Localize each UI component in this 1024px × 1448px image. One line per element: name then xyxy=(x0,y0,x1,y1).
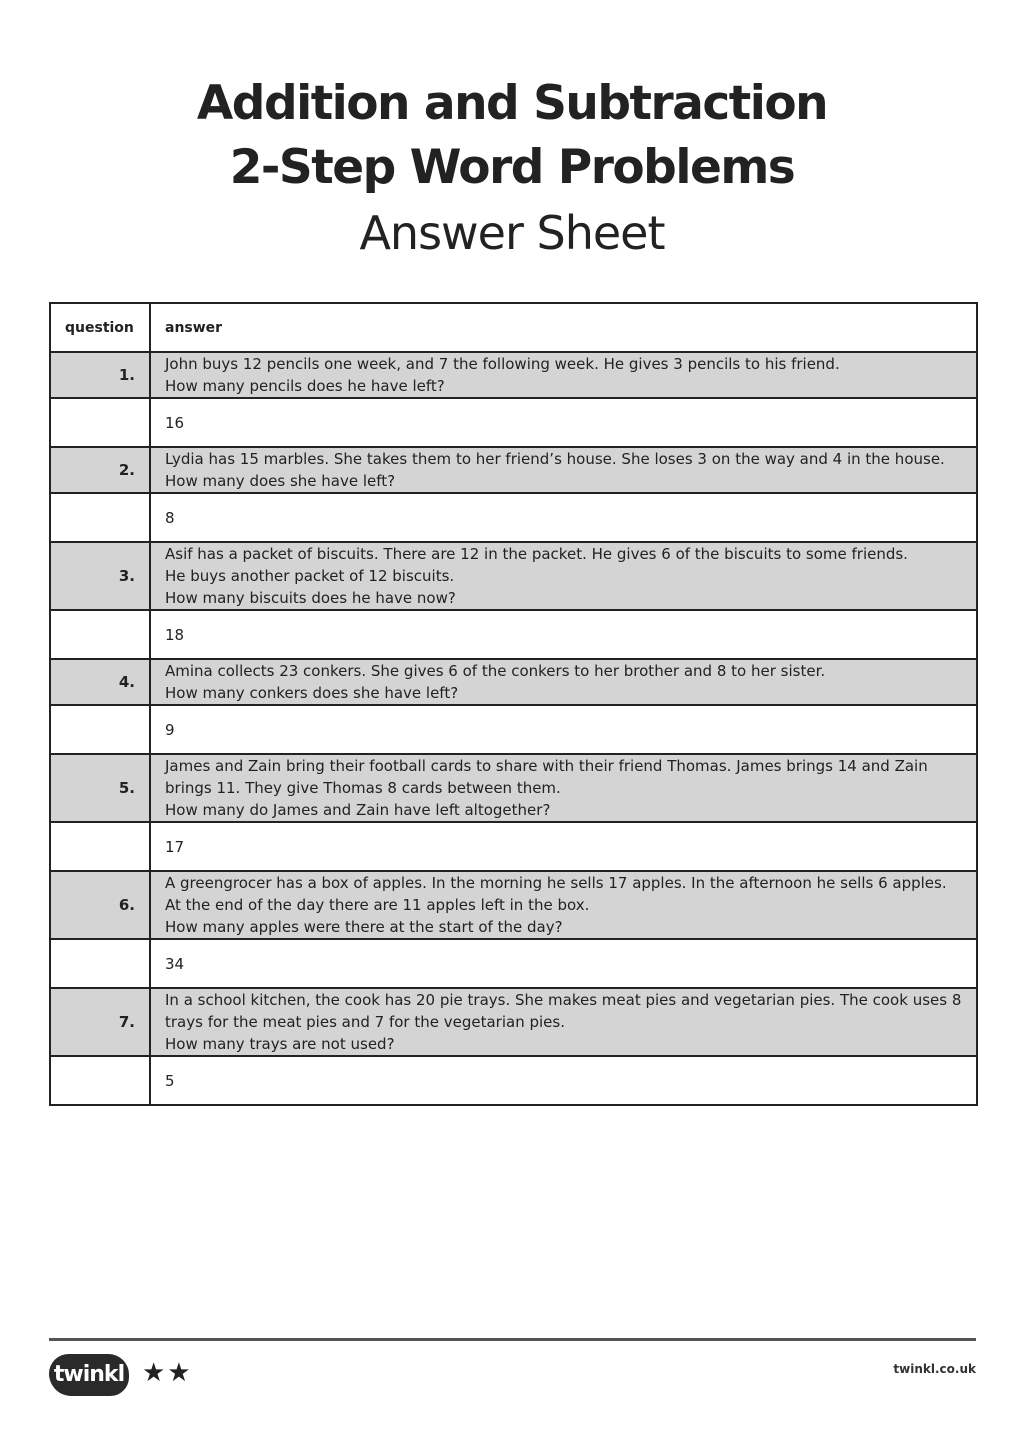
answer-number-cell xyxy=(50,398,150,447)
question-text-line: Lydia has 15 marbles. She takes them to her friend’s house. She loses 3 on the way and 4 in the house. xyxy=(165,450,945,468)
answer-row xyxy=(50,939,977,988)
question-text-line: John buys 12 pencils one week, and 7 the following week. He gives 3 pencils to his friend. xyxy=(165,355,840,373)
page-subtitle: Answer Sheet xyxy=(359,206,665,260)
question-text-line: How many do James and Zain have left altogether? xyxy=(165,801,551,819)
answer-row xyxy=(50,822,977,871)
question-text-line: How many conkers does she have left? xyxy=(165,684,459,702)
question-text-line: James and Zain bring their football cards to share with their friend Thomas. James brings 14 and Zain xyxy=(165,757,928,775)
table-header-row xyxy=(50,303,977,352)
question-text xyxy=(150,542,977,610)
question-text xyxy=(150,352,977,398)
question-number: 6. xyxy=(50,871,150,939)
question-text-line: A greengrocer has a box of apples. In the morning he sells 17 apples. In the afternoon he sells 6 apples. xyxy=(165,874,947,892)
answer-value: 16 xyxy=(150,398,977,447)
question-row xyxy=(50,988,977,1056)
answer-row xyxy=(50,398,977,447)
question-text-line: How many biscuits does he have now? xyxy=(165,589,456,607)
column-header-question: question xyxy=(50,303,150,352)
question-text-line: How many pencils does he have left? xyxy=(165,377,445,395)
question-row xyxy=(50,447,977,493)
question-row xyxy=(50,352,977,398)
question-text-line: At the end of the day there are 11 apples left in the box. xyxy=(165,896,590,914)
answer-number-cell xyxy=(50,610,150,659)
difficulty-stars-icon: ★★ xyxy=(142,1358,193,1388)
page-title-line-2: 2-Step Word Problems xyxy=(229,140,795,195)
column-header-answer: answer xyxy=(150,303,977,352)
answer-row xyxy=(50,1056,977,1105)
question-text-line: How many trays are not used? xyxy=(165,1035,395,1053)
answer-value: 9 xyxy=(150,705,977,754)
question-text-line: How many apples were there at the start of the day? xyxy=(165,918,563,936)
answer-table xyxy=(49,302,978,1106)
website-label: twinkl.co.uk xyxy=(893,1362,976,1376)
question-number: 7. xyxy=(50,988,150,1056)
answer-row xyxy=(50,705,977,754)
question-row xyxy=(50,542,977,610)
page-title-line-1: Addition and Subtraction xyxy=(196,76,828,131)
answer-value: 18 xyxy=(150,610,977,659)
answer-value: 34 xyxy=(150,939,977,988)
question-number: 3. xyxy=(50,542,150,610)
question-text-line: Asif has a packet of biscuits. There are 12 in the packet. He gives 6 of the biscuits to some friends. xyxy=(165,545,908,563)
answer-number-cell xyxy=(50,1056,150,1105)
question-text-line: In a school kitchen, the cook has 20 pie trays. She makes meat pies and vegetarian pies. The cook uses 8 xyxy=(165,991,962,1009)
question-text xyxy=(150,988,977,1056)
question-row xyxy=(50,871,977,939)
question-text xyxy=(150,871,977,939)
question-text-line: trays for the meat pies and 7 for the vegetarian pies. xyxy=(165,1013,565,1031)
answer-number-cell xyxy=(50,705,150,754)
question-text-line: He buys another packet of 12 biscuits. xyxy=(165,567,455,585)
answer-value: 17 xyxy=(150,822,977,871)
question-text-line: Amina collects 23 conkers. She gives 6 of the conkers to her brother and 8 to her sister. xyxy=(165,662,826,680)
question-text xyxy=(150,659,977,705)
answer-number-cell xyxy=(50,939,150,988)
question-text-line: How many does she have left? xyxy=(165,472,396,490)
question-number: 1. xyxy=(50,352,150,398)
answer-row xyxy=(50,493,977,542)
twinkl-logo: twinkl xyxy=(49,1354,129,1396)
answer-table-body xyxy=(50,303,977,1105)
answer-number-cell xyxy=(50,493,150,542)
question-text-line: brings 11. They give Thomas 8 cards between them. xyxy=(165,779,561,797)
question-text xyxy=(150,754,977,822)
answer-number-cell xyxy=(50,822,150,871)
footer-divider xyxy=(49,1338,976,1341)
answer-value: 5 xyxy=(150,1056,977,1105)
question-row xyxy=(50,754,977,822)
question-row xyxy=(50,659,977,705)
page-header xyxy=(0,72,1024,266)
answer-row xyxy=(50,610,977,659)
question-text xyxy=(150,447,977,493)
question-number: 5. xyxy=(50,754,150,822)
answer-value: 8 xyxy=(150,493,977,542)
question-number: 2. xyxy=(50,447,150,493)
question-number: 4. xyxy=(50,659,150,705)
